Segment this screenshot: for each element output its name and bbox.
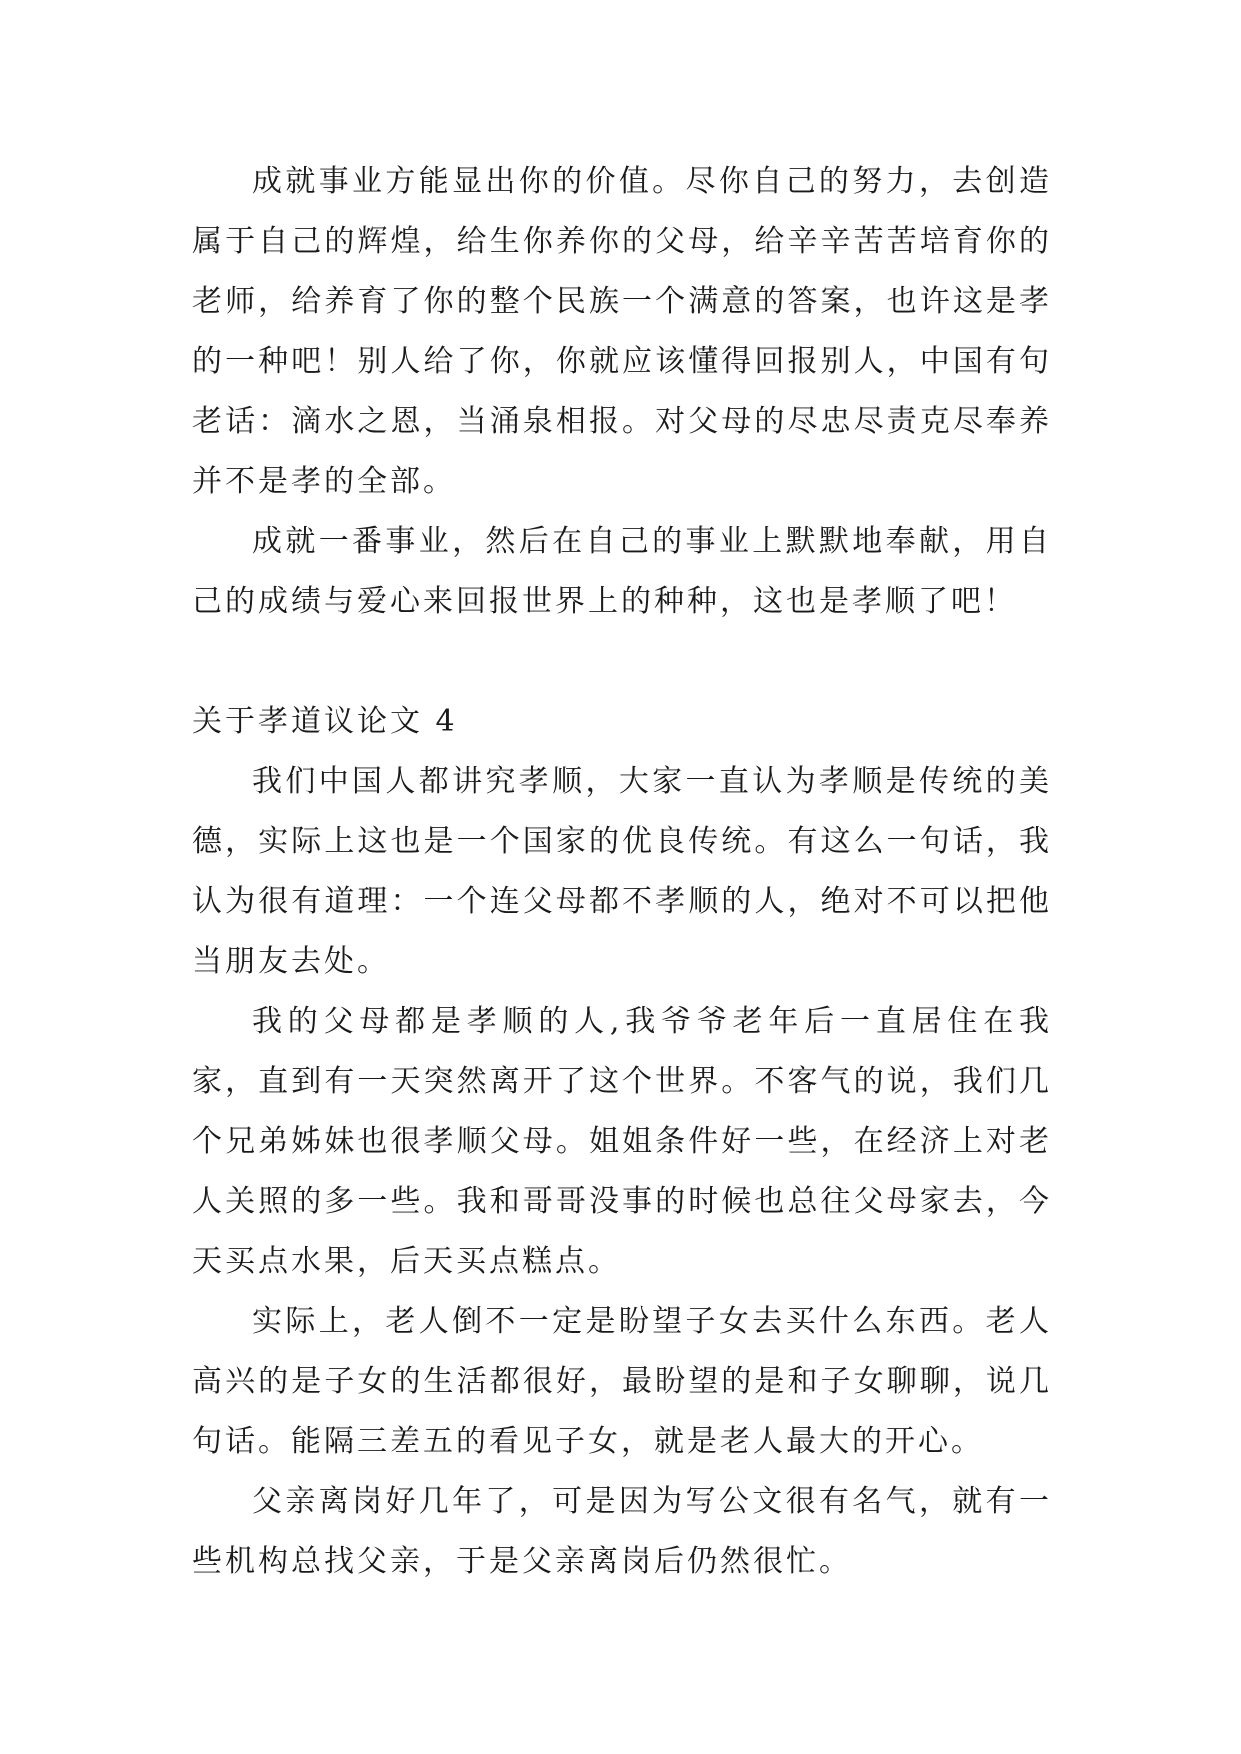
paragraph: 实际上，老人倒不一定是盼望子女去买什么东西。老人高兴的是子女的生活都很好，最盼望的是和子女聊聊，说几句话。能隔三差五的看见子女，就是老人最大的开心。 (192, 1304, 1052, 1459)
paragraph: 成就一番事业，然后在自己的事业上默默地奉献，用自己的成绩与爱心来回报世界上的种种，这也是孝顺了吧！ (192, 524, 1052, 619)
paragraph: 父亲离岗好几年了，可是因为写公文很有名气，就有一些机构总找父亲，于是父亲离岗后仍然很忙。 (192, 1484, 1052, 1579)
document-body (192, 152, 1052, 1592)
paragraph: 我的父母都是孝顺的人,我爷爷老年后一直居住在我家，直到有一天突然离开了这个世界。不客气的说，我们几个兄弟姊妹也很孝顺父母。姐姐条件好一些，在经济上对老人关照的多一些。我和哥哥没事的时候也总往父母家去，今天买点水果，后天买点糕点。 (192, 1004, 1052, 1279)
paragraph: 我们中国人都讲究孝顺，大家一直认为孝顺是传统的美德，实际上这也是一个国家的优良传统。有这么一句话，我认为很有道理：一个连父母都不孝顺的人，绝对不可以把他当朋友去处。 (192, 764, 1052, 979)
section-heading: 关于孝道议论文 4 (192, 704, 458, 739)
paragraph: 成就事业方能显出你的价值。尽你自己的努力，去创造属于自己的辉煌，给生你养你的父母，给辛辛苦苦培育你的老师，给养育了你的整个民族一个满意的答案，也许这是孝的一种吧！别人给了你，你就应该懂得回报别人，中国有句老话：滴水之恩，当涌泉相报。对父母的尽忠尽责克尽奉养并不是孝的全部。 (192, 164, 1052, 499)
